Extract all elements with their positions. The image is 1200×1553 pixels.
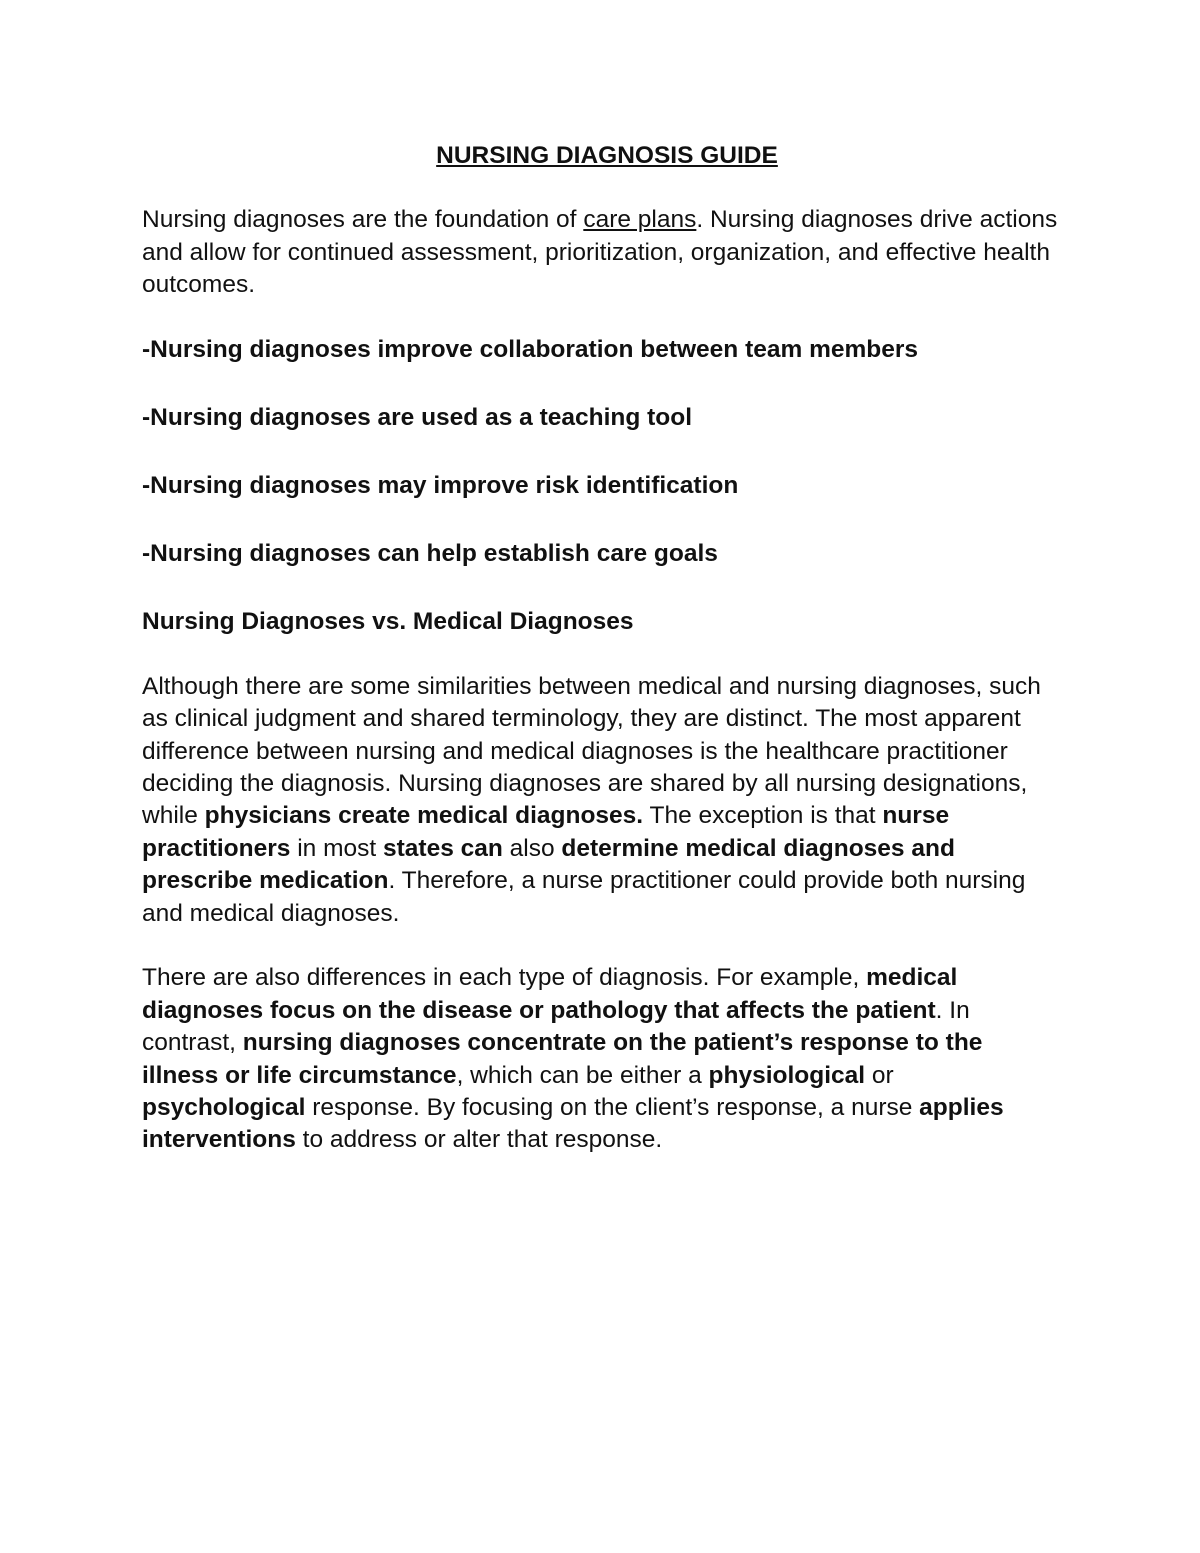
text-run: . Therefore, a nurse practitioner could provide both nursing and medical diagnoses.	[142, 867, 1026, 927]
bold-text-run: physicians create medical diagnoses.	[204, 802, 644, 830]
intro-text-before-link: Nursing diagnoses are the foundation of	[142, 206, 584, 234]
text-run: to address or alter that response.	[295, 1126, 663, 1154]
comparison-paragraph	[142, 671, 1062, 930]
bold-text-run: psychological	[142, 1094, 306, 1122]
text-run: in most	[290, 834, 383, 862]
bullet-item: -Nursing diagnoses can help establish care goals	[142, 540, 718, 568]
document-page	[142, 140, 1062, 1189]
intro-paragraph	[142, 204, 1062, 301]
bold-text-run: determine medical diagnoses and prescribe medication	[142, 834, 955, 895]
section-heading: Nursing Diagnoses vs. Medical Diagnoses	[142, 608, 634, 636]
bold-text-run: nursing diagnoses concentrate on the patient’s response to the illness or life circumstance	[142, 1029, 983, 1089]
text-run: The exception is that	[643, 802, 883, 830]
bullet-item: -Nursing diagnoses are used as a teaching tool	[142, 404, 693, 432]
text-run: . In contrast,	[142, 996, 970, 1057]
differences-paragraph	[142, 962, 1062, 1156]
text-run: response. By focusing on the client’s response, a nurse	[305, 1094, 920, 1122]
document-title: NURSING DIAGNOSIS GUIDE	[436, 142, 778, 169]
bold-text-run: nurse practitioners	[142, 802, 950, 862]
text-run: There are also differences in each type of diagnosis. For example,	[142, 964, 867, 992]
text-run: or	[865, 1061, 894, 1089]
care-plans-link[interactable]: care plans	[583, 206, 697, 234]
bullet-item: -Nursing diagnoses improve collaboration between team members	[142, 336, 919, 364]
text-run: Although there are some similarities between medical and nursing diagnoses, such as clinical judgment and shared terminology, they are distinct. The most apparent difference between nursing and medical diagnoses is the healthcare practitioner deciding the diagnosis. Nursing diagnoses are shared by all nursing designations, while	[142, 672, 1041, 830]
bullet-item: -Nursing diagnoses may improve risk identification	[142, 472, 739, 500]
bold-text-run: physiological	[708, 1061, 866, 1089]
bold-text-run: medical diagnoses focus on the disease or pathology that affects the patient	[142, 964, 958, 1024]
text-run: , which can be either a	[456, 1061, 709, 1089]
intro-text-after-link: . Nursing diagnoses drive actions and allow for continued assessment, prioritization, organization, and effective health outcomes.	[142, 206, 1058, 299]
bold-text-run: applies interventions	[142, 1094, 1004, 1154]
bold-text-run: states can	[383, 834, 503, 862]
text-run: also	[502, 834, 562, 862]
